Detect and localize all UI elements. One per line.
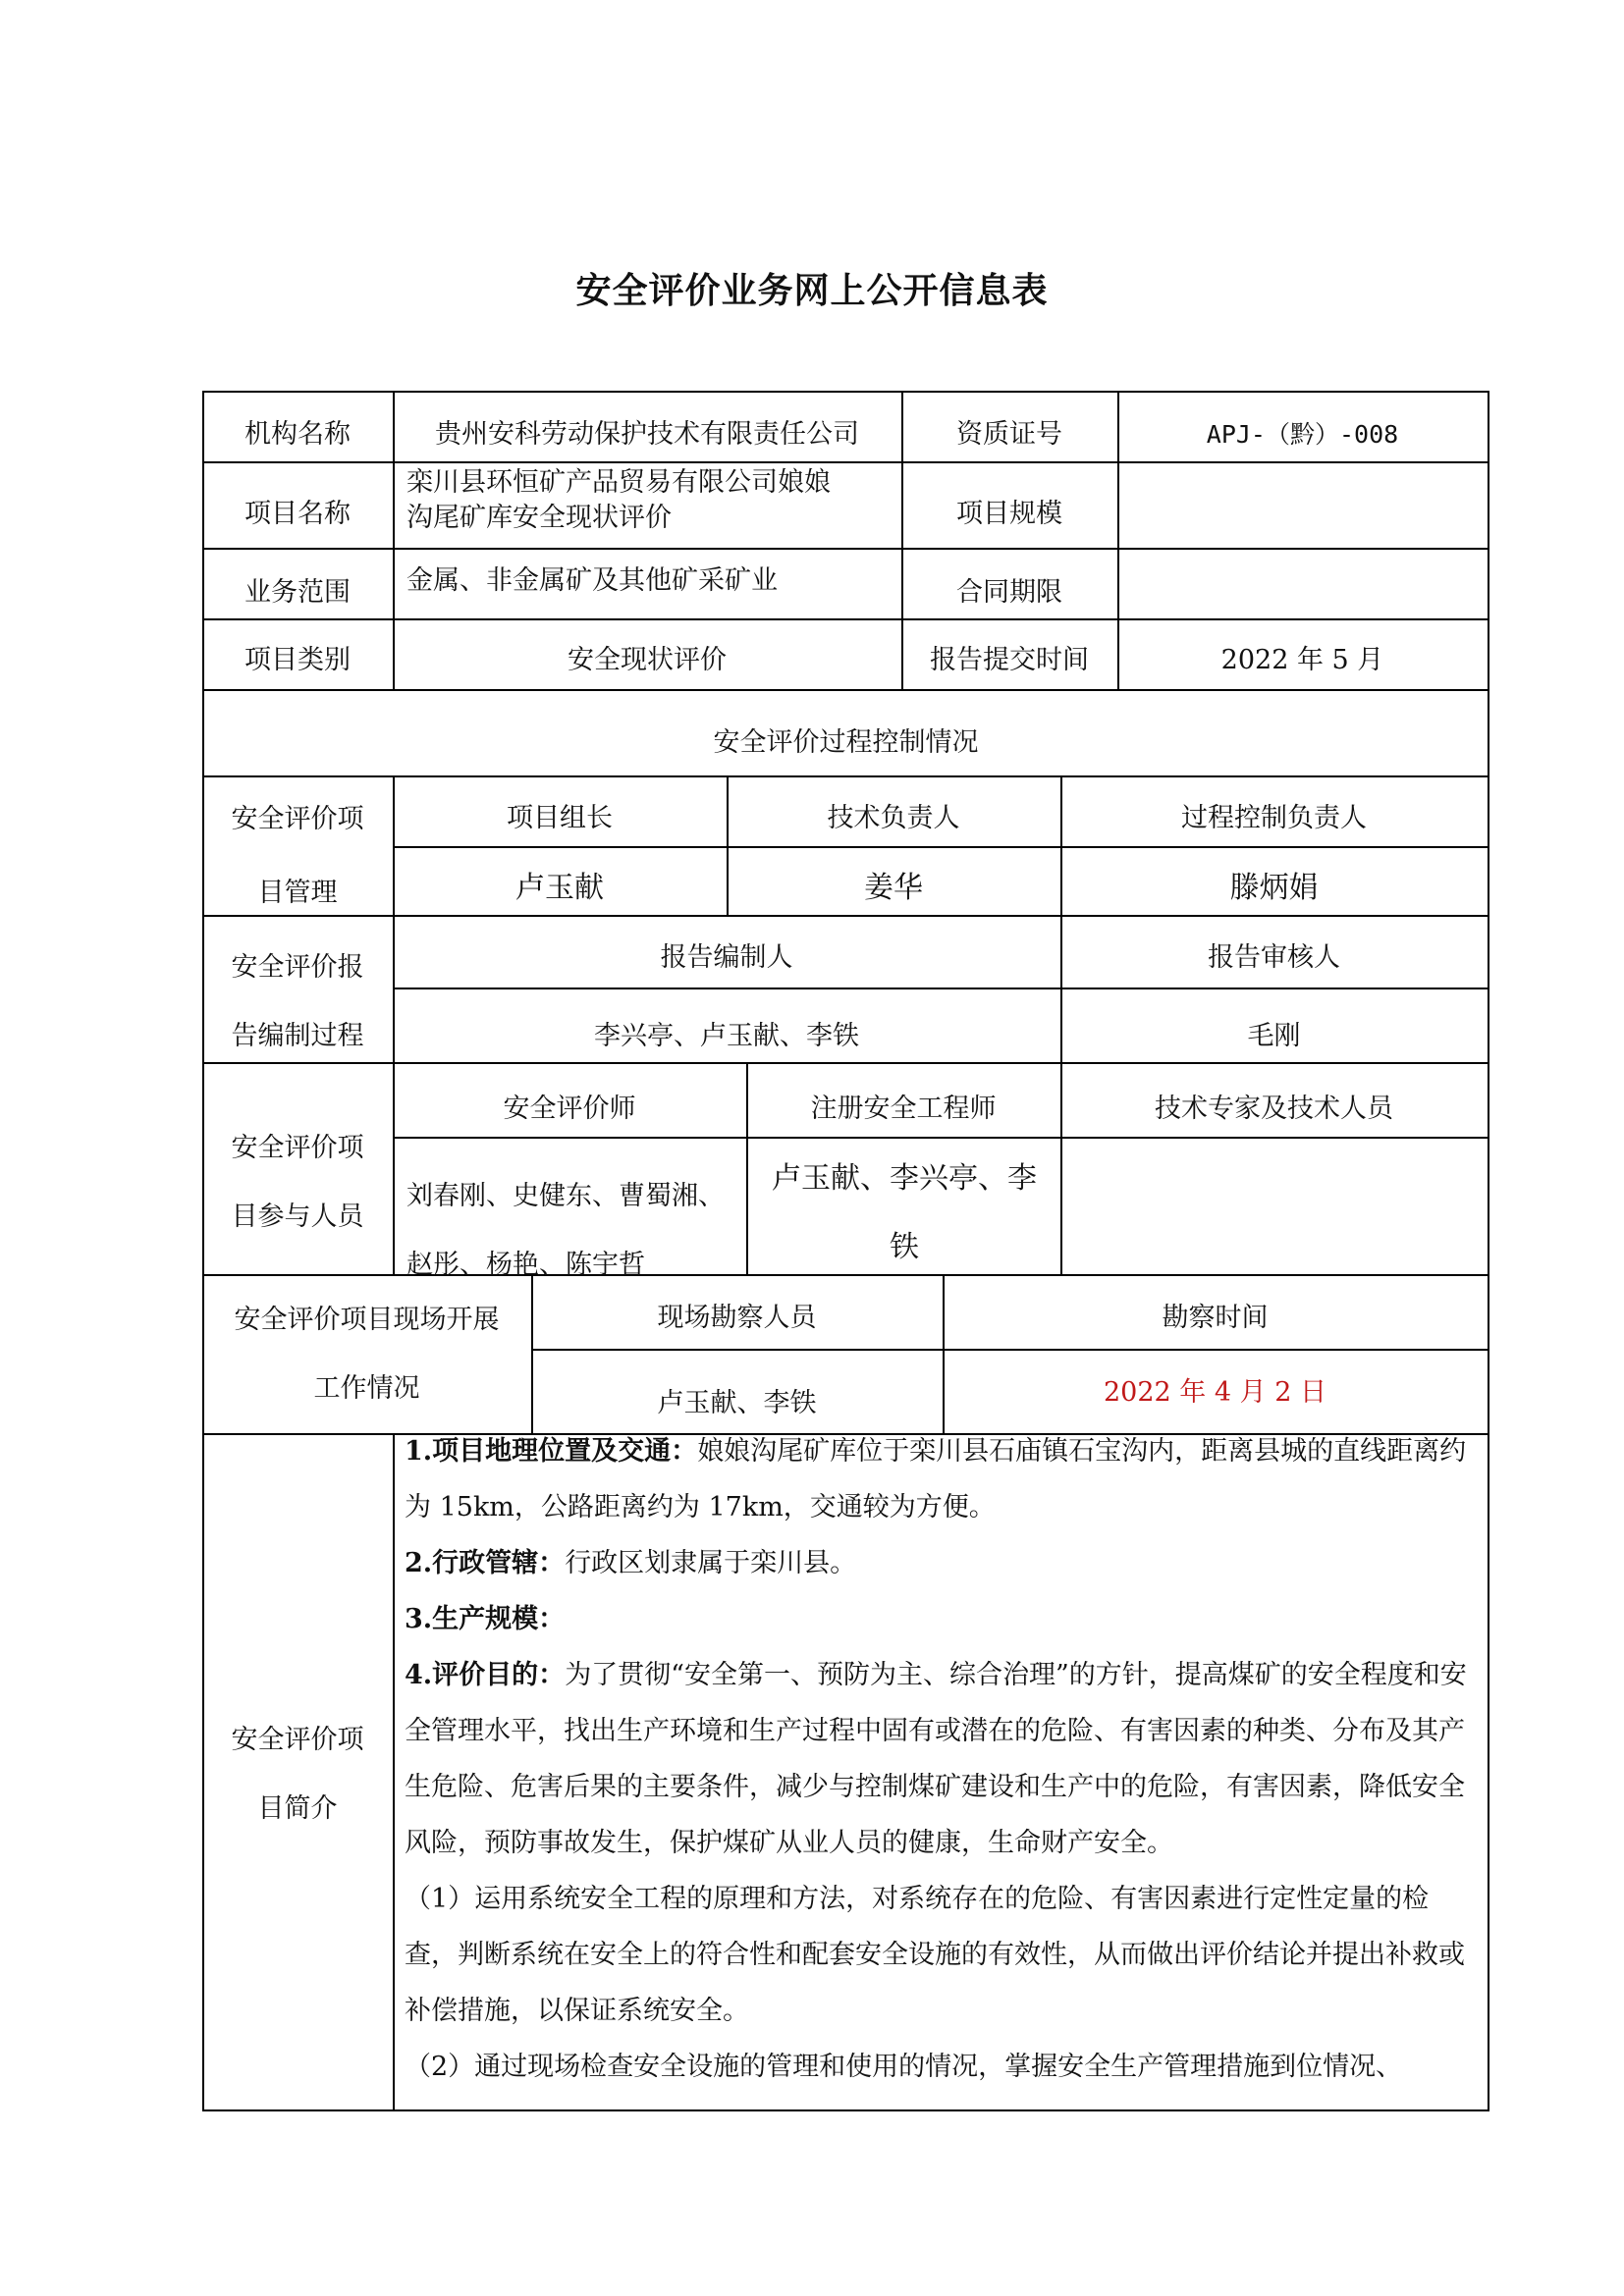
expert-value (1060, 1137, 1488, 1274)
intro-paragraph-3 (405, 1591, 1473, 1647)
project-value (406, 465, 897, 536)
category-value: 安全现状评价 (568, 645, 727, 675)
submit-label: 报告提交时间 (930, 645, 1089, 675)
evaluator-label: 安全评价师 (503, 1094, 636, 1124)
writer-label: 报告编制人 (660, 942, 793, 973)
intro-paragraph-4 (405, 1647, 1473, 1871)
org-label: 机构名称 (244, 419, 351, 450)
engineer-value (748, 1145, 1060, 1282)
intro-label-1: 安全评价项 (231, 1725, 364, 1755)
report-label-2: 告编制过程 (231, 1021, 364, 1051)
cert-label: 资质证号 (956, 419, 1062, 450)
control-label: 过程控制负责人 (1181, 803, 1367, 833)
project-value-line-1: 栾川县环恒矿产品贸易有限公司娘娘 (406, 467, 831, 498)
intro-p1-text: 娘娘沟尾矿库位于栾川县石庙镇石宝沟内，距离县城的直线距离约为 15km，公路距离约为 17km，交通较为方便。 (405, 1436, 1467, 1522)
evaluator-line-2: 赵彤、杨艳、陈宇哲 (406, 1250, 645, 1280)
control-value: 滕炳娟 (1229, 871, 1319, 905)
intro-p2-text: 行政区划隶属于栾川县。 (565, 1548, 857, 1578)
leader-label: 项目组长 (507, 803, 613, 833)
intro-p1-head: 1.项目地理位置及交通： (405, 1436, 698, 1467)
tech-label: 技术负责人 (827, 803, 960, 833)
reviewer-label: 报告审核人 (1208, 942, 1340, 973)
engineer-label: 注册安全工程师 (810, 1094, 997, 1124)
site-label-2: 工作情况 (313, 1373, 420, 1404)
site-label-1: 安全评价项目现场开展 (234, 1305, 500, 1335)
intro-text (405, 1423, 1473, 2095)
scope-value: 金属、非金属矿及其他矿采矿业 (406, 565, 778, 596)
members-label-1: 安全评价项 (231, 1133, 364, 1163)
tech-value: 姜华 (864, 871, 923, 905)
intro-p2-head: 2.行政管辖： (405, 1548, 566, 1578)
org-value: 贵州安科劳动保护技术有限责任公司 (435, 419, 859, 450)
report-label-1: 安全评价报 (231, 952, 364, 983)
surveyor-label: 现场勘察人员 (657, 1303, 817, 1333)
intro-p4-text: 为了贯彻“安全第一、预防为主、综合治理”的方针，提高煤矿的安全程度和安全管理水平，找出生产环境和生产过程中固有或潜在的危险、有害因素的种类、分布及其产生危险、危害后果的主要条件，减少与控制煤矿建设和生产中的危险，有害因素，降低安全风险，预防事故发生，保护煤矿从业人员的健康，生命财产安全。 (405, 1660, 1467, 1858)
intro-paragraph-6: （2）通过现场检查安全设施的管理和使用的情况，掌握安全生产管理措施到位情况、 (405, 2052, 1403, 2082)
members-label-2: 目参与人员 (231, 1201, 364, 1232)
intro-paragraph-1 (405, 1423, 1473, 1535)
intro-label-2: 目简介 (257, 1793, 338, 1824)
category-label: 项目类别 (244, 645, 351, 675)
intro-paragraph-5: （1）运用系统安全工程的原理和方法，对系统存在的危险、有害因素进行定性定量的检查，判断系统在安全上的符合性和配套安全设施的有效性，从而做出评价结论并提出补救或补偿措施，以保证系统安全。 (405, 1884, 1465, 2026)
reviewer-value: 毛刚 (1247, 1021, 1301, 1051)
leader-value: 卢玉献 (515, 871, 604, 905)
mgmt-label-1: 安全评价项 (231, 804, 364, 834)
mgmt-label-2: 目管理 (257, 878, 338, 908)
intro-p3-head: 3.生产规模： (405, 1604, 566, 1634)
process-heading: 安全评价过程控制情况 (713, 727, 979, 758)
survey-time-label: 勘察时间 (1162, 1303, 1269, 1333)
engineer-line-1: 卢玉献、李兴亭、李 (772, 1161, 1037, 1196)
contract-value (1117, 548, 1488, 618)
scale-label: 项目规模 (956, 499, 1062, 529)
intro-p4-head: 4.评价目的： (405, 1660, 566, 1690)
submit-value: 2022 年 5 月 (1220, 645, 1384, 675)
engineer-line-2: 铁 (890, 1230, 919, 1264)
surveyor-value: 卢玉献、李铁 (657, 1388, 817, 1418)
evaluator-line-1: 刘春刚、史健东、曹蜀湘、 (406, 1181, 725, 1211)
page-title: 安全评价业务网上公开信息表 (575, 270, 1049, 311)
project-label: 项目名称 (244, 499, 351, 529)
expert-label: 技术专家及技术人员 (1155, 1094, 1393, 1124)
intro-paragraph-2 (405, 1535, 1473, 1591)
scope-label: 业务范围 (244, 577, 351, 608)
project-value-line-2: 沟尾矿库安全现状评价 (406, 503, 672, 533)
scale-value (1117, 461, 1488, 548)
cert-value: APJ-（黔）-008 (1206, 420, 1399, 449)
writer-value: 李兴亭、卢玉献、李铁 (594, 1021, 859, 1051)
survey-time-value: 2022 年 4 月 2 日 (1104, 1377, 1326, 1408)
contract-label: 合同期限 (956, 577, 1062, 608)
